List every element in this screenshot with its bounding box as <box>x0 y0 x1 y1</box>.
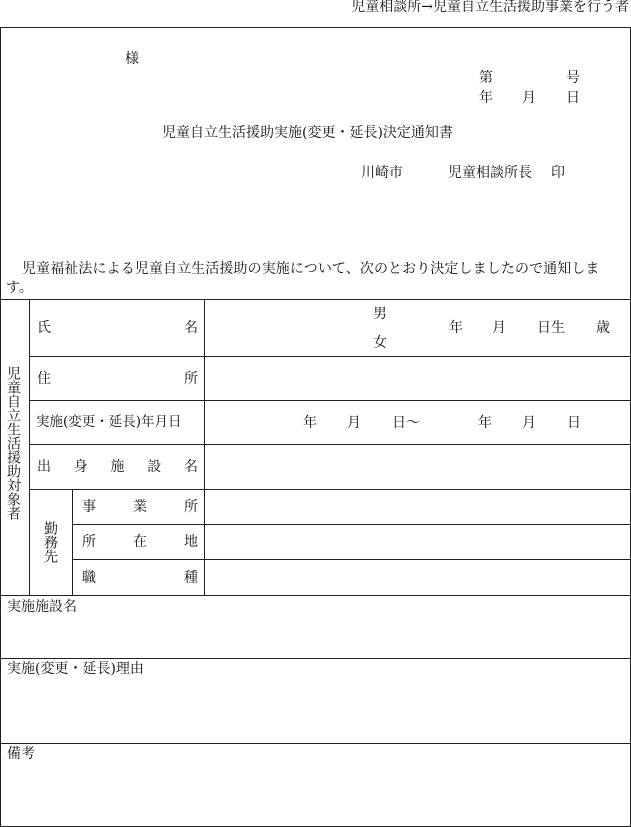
row-line-reason-bottom <box>0 743 631 744</box>
document-title: 児童自立生活援助実施(変更・延長)決定通知書 <box>162 125 453 141</box>
origin-char-1: 出 <box>37 459 51 475</box>
row-line-period <box>29 444 631 445</box>
period-start-month: 月 <box>347 415 361 431</box>
row-line-location <box>72 559 631 560</box>
date-day: 日 <box>566 90 580 106</box>
workplace-label: 勤務先 <box>42 521 58 563</box>
period-end-year: 年 <box>478 415 492 431</box>
body-text-line2: す。 <box>6 280 33 296</box>
origin-char-4: 設 <box>147 459 162 475</box>
table-top-line <box>0 299 631 300</box>
table-col-line-3 <box>72 489 73 595</box>
location-char-3: 地 <box>184 534 198 550</box>
origin-char-2: 身 <box>73 459 88 475</box>
birth-year: 年 <box>449 320 463 336</box>
location-char-2: 在 <box>133 534 147 550</box>
doc-number-go: 号 <box>566 70 580 86</box>
period-start-year: 年 <box>303 415 317 431</box>
job-label-right: 種 <box>184 570 198 586</box>
row-line-address <box>29 400 631 401</box>
row-line-facility-bottom <box>0 658 631 659</box>
name-label-left: 氏 <box>37 320 51 336</box>
origin-facility-label <box>37 460 198 474</box>
sex-female[interactable]: 女 <box>373 335 387 351</box>
row-line-business <box>72 524 631 525</box>
birth-month: 月 <box>492 320 506 336</box>
reason-section-label: 実施(変更・延長)理由 <box>7 661 144 677</box>
workplace-business-label <box>82 500 198 514</box>
period-end-day: 日 <box>567 415 581 431</box>
remarks-section-label: 備考 <box>7 746 35 762</box>
address-label-left: 住 <box>37 371 51 387</box>
origin-char-3: 施 <box>110 459 125 475</box>
period-end-month: 月 <box>522 415 536 431</box>
row-line-table-bottom <box>0 595 631 596</box>
business-char-3: 所 <box>184 499 198 515</box>
row-line-origin <box>29 489 631 490</box>
date-month: 月 <box>522 90 536 106</box>
business-char-1: 事 <box>82 499 96 515</box>
age: 歳 <box>596 320 610 336</box>
target-section-label: 児童自立生活援助対象者 <box>5 366 21 520</box>
business-char-2: 業 <box>133 499 147 515</box>
table-col-line-1 <box>29 299 30 595</box>
name-label-right: 名 <box>184 320 198 336</box>
issuer-director: 児童相談所長 <box>448 165 532 181</box>
period-start-day: 日～ <box>392 415 420 431</box>
address-label-right: 所 <box>184 371 198 387</box>
issuer-city: 川崎市 <box>361 165 403 181</box>
job-label-left: 職 <box>82 570 96 586</box>
location-char-1: 所 <box>82 534 96 550</box>
facility-section-label: 実施施設名 <box>7 599 77 615</box>
body-text-line1: 児童福祉法による児童自立生活援助の実施について、次のとおり決定しましたので通知しま <box>22 261 600 277</box>
period-label: 実施(変更・延長)年月日 <box>36 414 182 430</box>
doc-number-dai: 第 <box>479 70 493 86</box>
addressee-honorific: 様 <box>125 51 139 67</box>
table-col-line-2 <box>204 299 205 595</box>
date-year: 年 <box>479 90 493 106</box>
workplace-location-label <box>82 535 198 549</box>
route-header: 児童相談所→児童自立生活援助事業を行う者 <box>351 0 629 15</box>
issuer-seal: 印 <box>551 165 565 181</box>
origin-char-5: 名 <box>184 459 198 475</box>
birth-day: 日生 <box>537 320 565 336</box>
row-line-name <box>29 356 631 357</box>
sex-male[interactable]: 男 <box>373 306 387 322</box>
